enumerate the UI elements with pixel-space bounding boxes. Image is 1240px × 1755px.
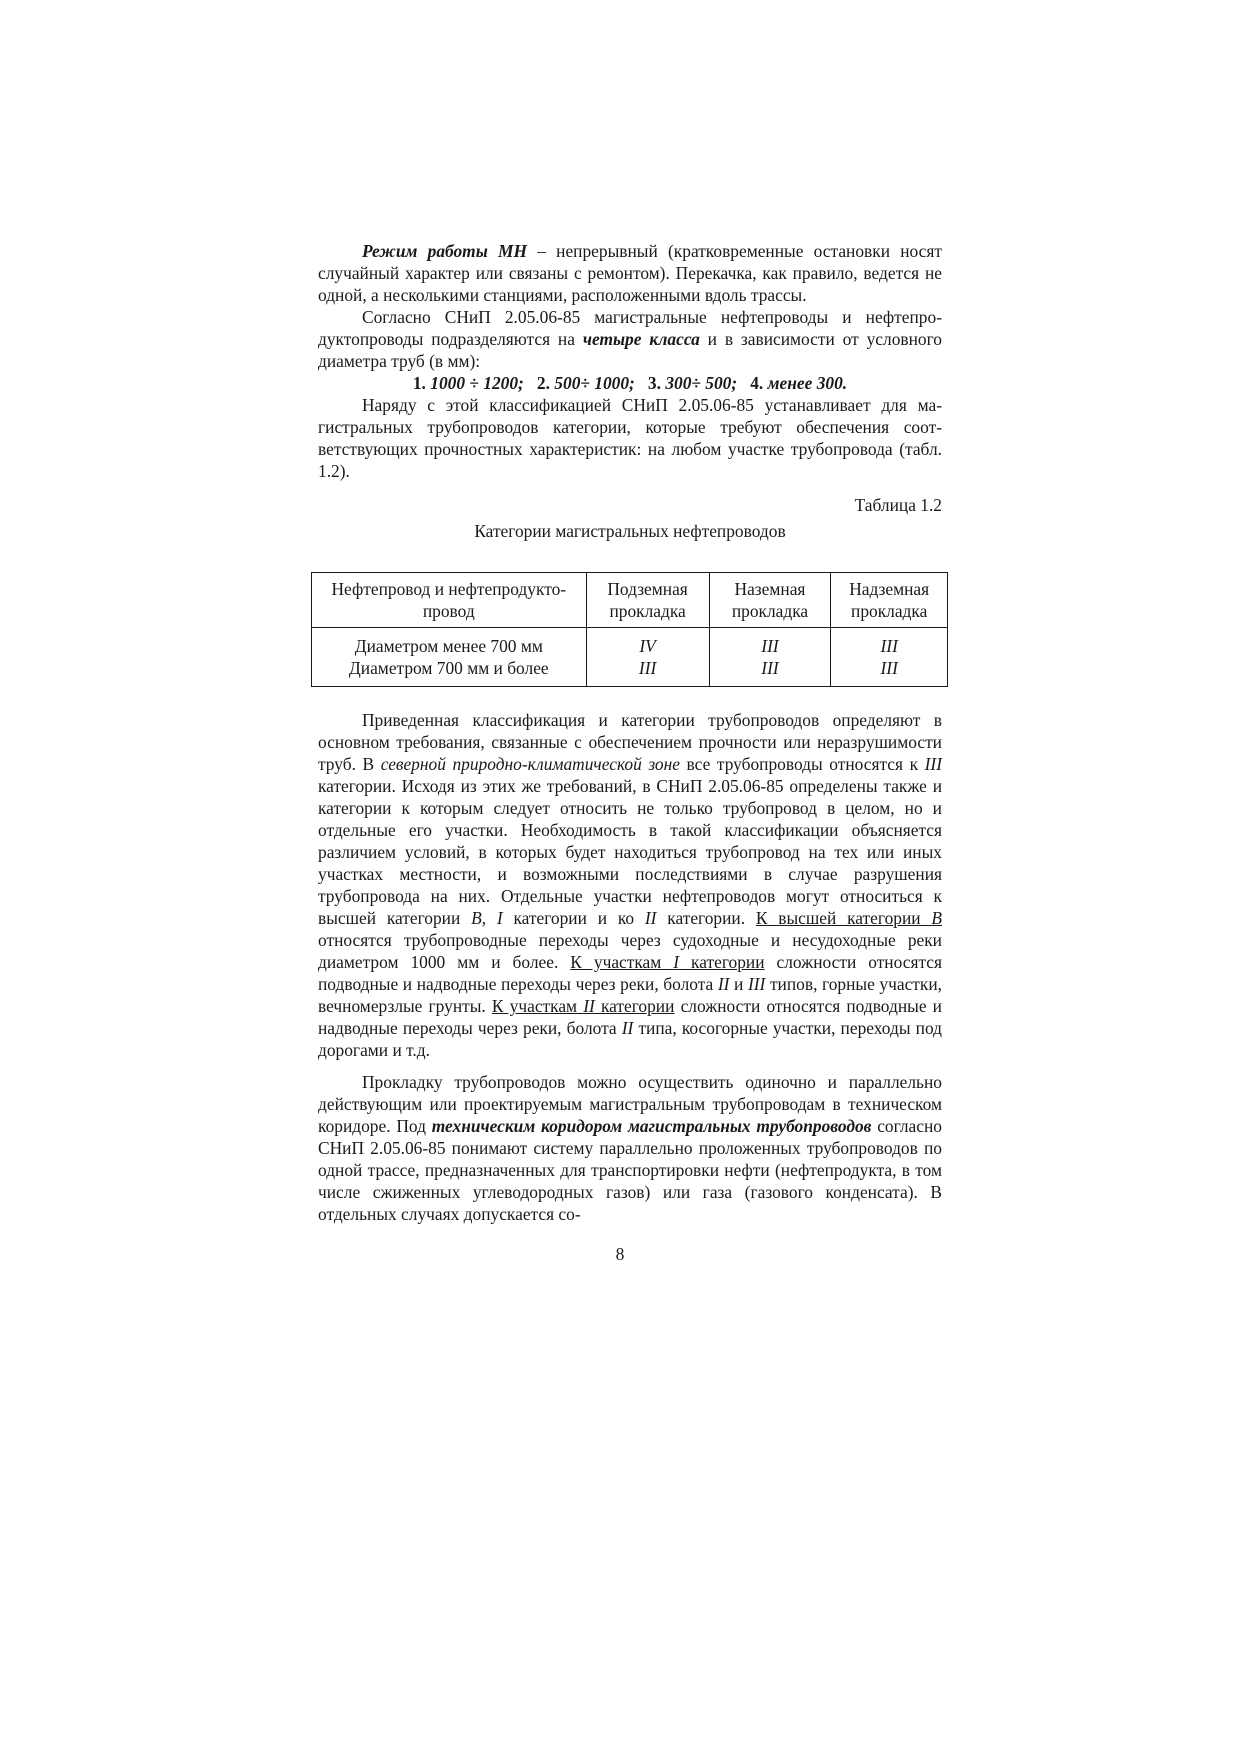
paragraph-text: К участкам <box>570 952 674 972</box>
paragraph-classification-details <box>318 709 942 1061</box>
table-cell-overground <box>831 628 948 687</box>
category-roman: II <box>583 996 595 1016</box>
header-line: Надземная <box>849 579 930 599</box>
class-value: 500÷ 1000; <box>554 373 635 393</box>
category-roman: II <box>717 974 730 994</box>
paragraph-text: согласно СНиП 2.05.06-85 понимают систему параллельно проложенных трубопроводов по одной трассе, предназначенных для транспортировки нефти (нефтепродукта, в том числе сжиженных углеводородных газов) или газа (газового конденсата). В отдельных случаях допускается со- <box>318 1116 942 1224</box>
category-value: III <box>761 636 779 656</box>
category-value: III <box>638 658 657 678</box>
table-header-cell <box>709 573 831 628</box>
underlined-phrase <box>570 952 764 972</box>
paragraph-text: все трубопроводы относятся к <box>679 754 925 774</box>
paragraph-text: категории <box>679 952 765 972</box>
paragraph-text: и в зависимости от условного диаметра труб (в мм): <box>318 329 942 371</box>
header-line: провод <box>422 601 475 621</box>
paragraph-text: сложности относятся подводные и надводные переходы через реки, болота <box>318 996 942 1038</box>
paragraph-text: и <box>729 974 748 994</box>
term-four-classes: четыре класса <box>582 329 700 349</box>
class-value: 300÷ 500; <box>665 373 738 393</box>
header-line: Нефтепровод и нефтепродукто- <box>331 579 567 599</box>
category-roman: III <box>747 974 766 994</box>
category-roman: В <box>471 908 482 928</box>
paragraph-pipeline-classes <box>318 306 942 372</box>
category-value: III <box>761 658 779 678</box>
row-label: Диаметром 700 мм и более <box>348 658 549 678</box>
paragraph-text: Согласно СНиП 2.05.06-85 магистральные нефтепроводы и нефтепродуктопроводы подразделяются на <box>318 307 942 349</box>
paragraph-text: категории. Исходя из этих же требований, в СНиП 2.05.06-85 определены также и категории к которым следует относить не только трубопровод в целом, но и отдельные его участки. Необходимость в такой классификации объясняется различием условий, в которых будет находиться трубопровод на тех или иных участках местности, и возможными последствиями в случае разрушения трубопровода на них. Отдельные участки нефтепроводов могут относиться к высшей категории <box>318 776 942 928</box>
term-technical-corridor: техническим коридором магистральных трубопроводов <box>431 1116 872 1136</box>
category-value: IV <box>639 636 656 656</box>
paragraph-text: относятся трубопроводные переходы через судоходные и несудоходные реки диаметром 1000 мм и более. <box>318 930 942 972</box>
paragraph-text: Приведенная классификация и категории трубопроводов определяют в основном требования, связанные с обеспечением прочности или неразрушимости труб. В <box>318 710 942 774</box>
table-cell-underground <box>586 628 709 687</box>
category-roman: II <box>644 908 657 928</box>
category-roman: I <box>673 952 680 972</box>
header-line: прокладка <box>731 601 809 621</box>
paragraph-text: К участкам <box>491 996 584 1016</box>
term-northern-zone: северной природно-климатической зоне <box>380 754 680 774</box>
paragraph-text: категории и ко <box>502 908 645 928</box>
class-number: 1. <box>412 373 426 393</box>
paragraph-text: , <box>481 908 497 928</box>
header-line: прокладка <box>851 601 928 621</box>
class-value: 1000 ÷ 1200; <box>430 373 524 393</box>
paragraph-technical-corridor <box>318 1071 942 1225</box>
paragraph-text: категории <box>594 996 675 1016</box>
category-roman: II <box>621 1018 634 1038</box>
diameter-classes-line <box>318 372 942 394</box>
categories-table <box>311 572 948 687</box>
paragraph-operating-mode <box>318 240 942 306</box>
document-page <box>318 240 942 1225</box>
category-value: III <box>880 658 898 678</box>
table-header-cell <box>312 573 587 628</box>
category-roman: I <box>496 908 503 928</box>
table-header-row <box>312 573 948 628</box>
paragraph-text: сложности относятся подводные и надводные переходы через реки, болота <box>318 952 942 994</box>
header-line: Наземная <box>734 579 806 599</box>
table-row <box>312 628 948 687</box>
class-number: 3. <box>647 373 661 393</box>
table-header-cell <box>831 573 948 628</box>
table-cell-labels <box>312 628 587 687</box>
table-number: Таблица 1.2 <box>854 495 942 515</box>
paragraph-text: Прокладку трубопроводов можно осуществить одиночно и параллельно действующим или проектируемым магистральным трубопроводам в техническом коридоре. Под <box>318 1072 942 1136</box>
category-roman: В <box>931 908 942 928</box>
underlined-phrase <box>756 908 942 928</box>
page-number: 8 <box>615 1244 625 1264</box>
term-operating-mode: Режим работы МН <box>362 241 527 261</box>
class-number: 2. <box>536 373 550 393</box>
class-number: 4. <box>750 373 764 393</box>
paragraph-text: типов, горные участки, вечномерзлые грунты. <box>318 974 942 1016</box>
category-roman: III <box>924 754 942 774</box>
paragraph-text: К высшей категории <box>755 908 932 928</box>
table-header-cell <box>586 573 709 628</box>
header-line: Подземная <box>607 579 688 599</box>
row-label: Диаметром менее 700 мм <box>354 636 543 656</box>
table-cell-ground <box>709 628 831 687</box>
table-title: Категории магистральных нефтепроводов <box>474 521 786 541</box>
paragraph-text: – непрерывный (кратковременные остановки носят случайный характер или связаны с ремонтом). Перекачка, как правило, ведется не одной, а несколькими станциями, расположенными вдоль трассы. <box>318 241 942 305</box>
class-value: менее 300. <box>767 373 848 393</box>
underlined-phrase <box>492 996 675 1016</box>
paragraph-text: типа, косогорные участки, переходы под дорогами и т.д. <box>318 1018 942 1060</box>
header-line: прокладка <box>609 601 686 621</box>
category-value: III <box>880 636 898 656</box>
paragraph-categories-intro: Наряду с этой классификацией СНиП 2.05.06-85 устанавливает для магистральных трубопроводов категории, которые требуют обеспечения соответствующих прочностных характеристик: на любом участке трубопровода (табл. 1.2). <box>318 395 942 481</box>
paragraph-text: категории. <box>656 908 756 928</box>
